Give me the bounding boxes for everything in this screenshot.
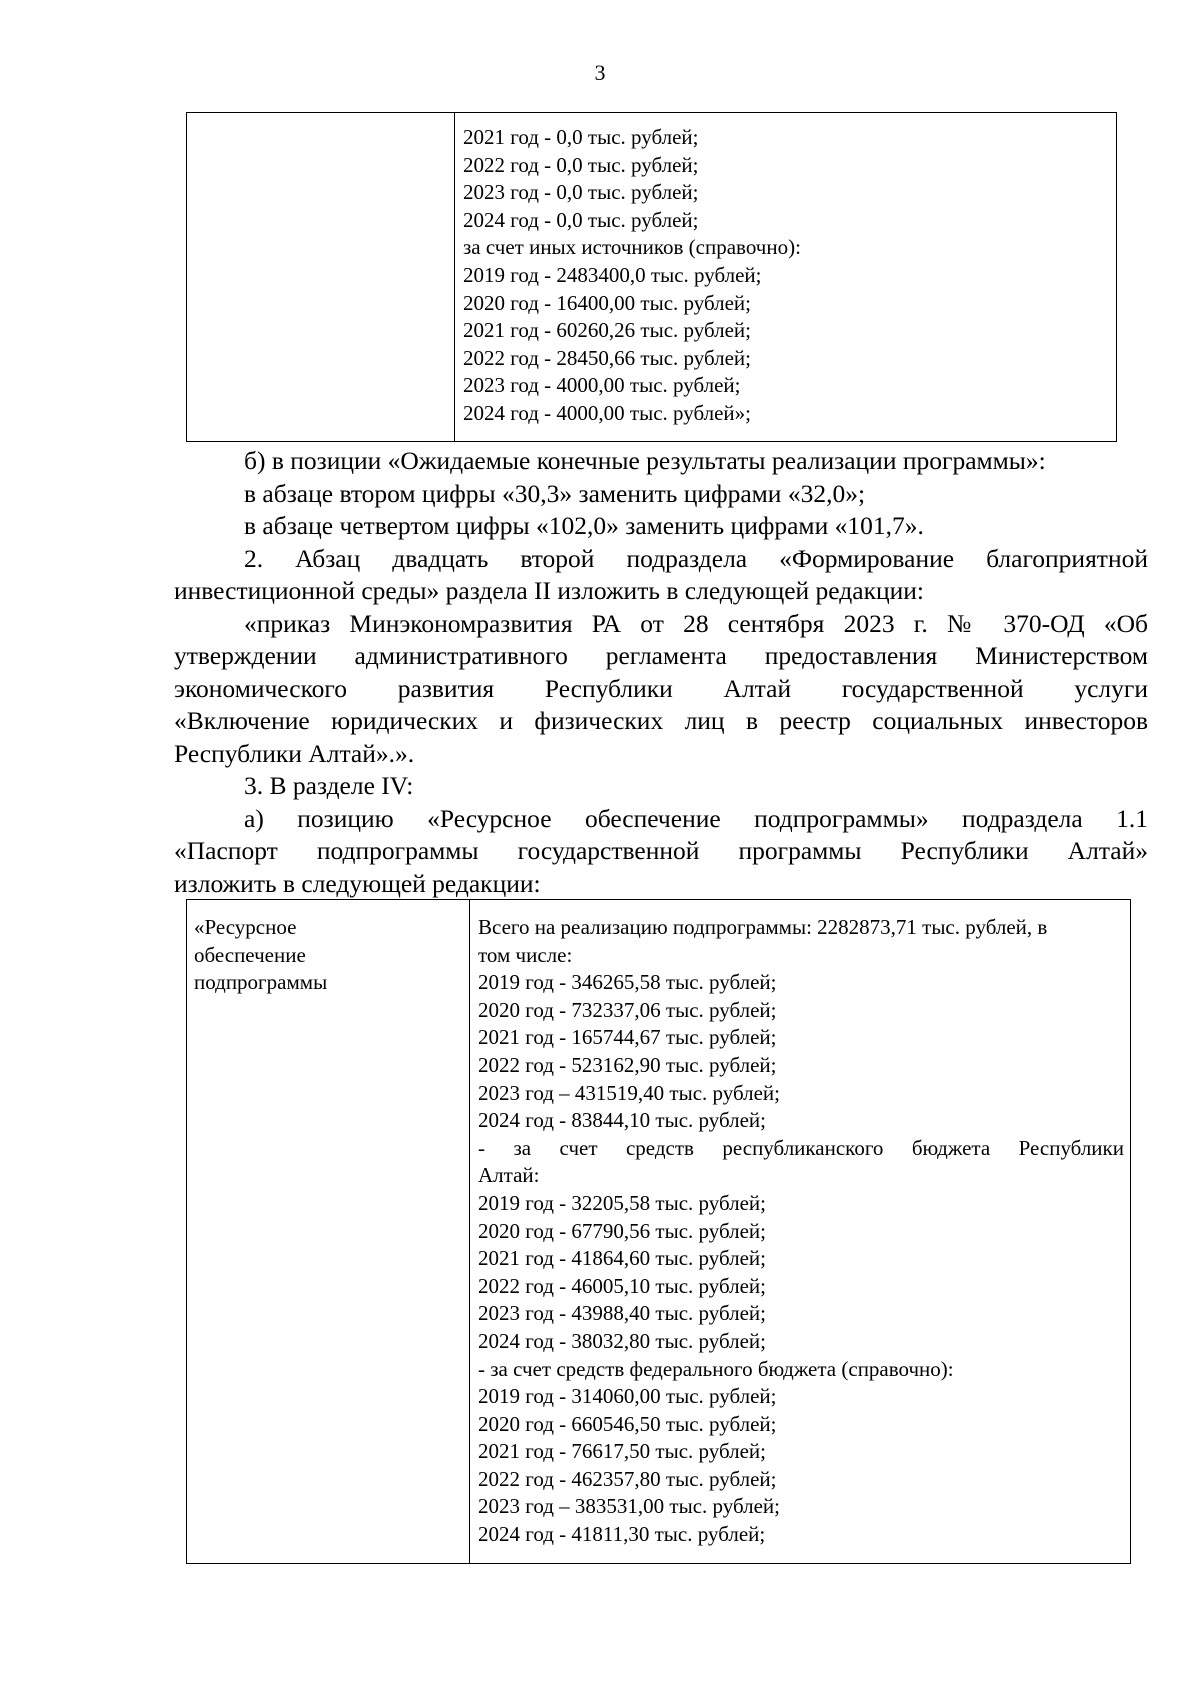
table1-line: 2021 год - 60260,26 тыс. рублей; (463, 318, 752, 343)
body-line: 3. В разделе IV: (244, 771, 414, 800)
body-line: «Паспорт подпрограммы государственной программы Республики Алтай» (174, 836, 1148, 865)
table2-line: 2020 год - 660546,50 тыс. рублей; (478, 1411, 777, 1436)
table1-line: за счет иных источников (справочно): (463, 235, 801, 260)
table1-line: 2019 год - 2483400,0 тыс. рублей; (463, 262, 762, 287)
table1-line: 2024 год - 0,0 тыс. рублей; (463, 207, 699, 232)
body-line: в абзаце втором цифры «30,3» заменить цифрами «32,0»; (244, 478, 866, 508)
body-line: в абзаце четвертом цифры «102,0» заменить цифрами «101,7». (244, 511, 924, 540)
table1-line: 2021 год - 0,0 тыс. рублей; (463, 125, 699, 149)
table1-right-cell (455, 113, 1117, 442)
table2-line: 2022 год - 46005,10 тыс. рублей; (478, 1273, 767, 1298)
table1-line: 2024 год - 4000,00 тыс. рублей»; (463, 400, 752, 425)
table2-left-line: подпрограммы (194, 970, 328, 995)
body-line: Республики Алтай».». (174, 738, 415, 768)
table2-line: 2022 год - 462357,80 тыс. рублей; (478, 1466, 777, 1491)
table1-line: 2023 год - 0,0 тыс. рублей; (463, 180, 699, 205)
table2-line: 2020 год - 67790,56 тыс. рублей; (478, 1218, 767, 1243)
table2-left-cell (187, 900, 470, 1564)
table1-line: 2023 год - 4000,00 тыс. рублей; (463, 373, 741, 398)
body-line: а) позицию «Ресурсное обеспечение подпрограммы» подраздела 1.1 (244, 803, 1148, 833)
table2-line: 2019 год - 32205,58 тыс. рублей; (478, 1190, 767, 1215)
table1-left-cell (187, 113, 455, 442)
table2-line: 2023 год – 431519,40 тыс. рублей; (478, 1080, 781, 1105)
table1-line: 2022 год - 0,0 тыс. рублей; (463, 152, 699, 177)
funding-table-continued (186, 112, 1117, 442)
body-line: «Включение юридических и физических лиц в реестр социальных инвесторов (174, 706, 1148, 735)
table2-line: 2023 год – 383531,00 тыс. рублей; (478, 1494, 781, 1519)
table2-line: 2024 год - 41811,30 тыс. рублей; (478, 1522, 766, 1547)
table2-left-line: «Ресурсное (194, 915, 297, 939)
table2-line: 2020 год - 732337,06 тыс. рублей; (478, 997, 777, 1022)
table2-line: 2024 год - 38032,80 тыс. рублей; (478, 1328, 767, 1353)
table2-line: - за счет средств республиканского бюджета Республики (478, 1135, 1124, 1160)
table2-line: 2023 год - 43988,40 тыс. рублей; (478, 1301, 767, 1326)
table2-line: 2021 год - 76617,50 тыс. рублей; (478, 1439, 767, 1464)
subprogram-resources-table (186, 899, 1131, 1564)
table2-line: Алтай: (478, 1163, 540, 1188)
table2-right-cell (470, 900, 1131, 1564)
body-line: б) в позиции «Ожидаемые конечные результаты реализации программы»: (244, 446, 1046, 475)
table2-line: том числе: (478, 942, 573, 967)
table2-line: 2021 год - 41864,60 тыс. рублей; (478, 1246, 767, 1271)
table2-line: 2019 год - 346265,58 тыс. рублей; (478, 970, 777, 995)
body-line: утверждении административного регламента предоставления Министерством (174, 641, 1148, 670)
page-number: 3 (594, 60, 606, 85)
table1-line: 2022 год - 28450,66 тыс. рублей; (463, 345, 752, 370)
table2-line: 2021 год - 165744,67 тыс. рублей; (478, 1025, 777, 1050)
body-line: 2. Абзац двадцать второй подраздела «Формирование благоприятной (244, 543, 1148, 573)
document-body (174, 445, 1148, 900)
table2-line: - за счет средств федерального бюджета (справочно): (478, 1356, 954, 1381)
body-line: экономического развития Республики Алтай государственной услуги (174, 673, 1148, 703)
table2-line: Всего на реализацию подпрограммы: 2282873,71 тыс. рублей, в (478, 915, 1048, 939)
table2-line: 2024 год - 83844,10 тыс. рублей; (478, 1108, 767, 1133)
table1-line: 2020 год - 16400,00 тыс. рублей; (463, 290, 752, 315)
table2-line: 2022 год - 523162,90 тыс. рублей; (478, 1052, 777, 1077)
body-line: инвестиционной среды» раздела II изложить в следующей редакции: (174, 576, 924, 605)
table2-left-line: обеспечение (194, 942, 306, 967)
table2-line: 2019 год - 314060,00 тыс. рублей; (478, 1384, 777, 1409)
body-line: «приказ Минэкономразвития РА от 28 сентября 2023 г. № 370-ОД «Об (244, 608, 1148, 638)
body-line: изложить в следующей редакции: (174, 868, 541, 898)
